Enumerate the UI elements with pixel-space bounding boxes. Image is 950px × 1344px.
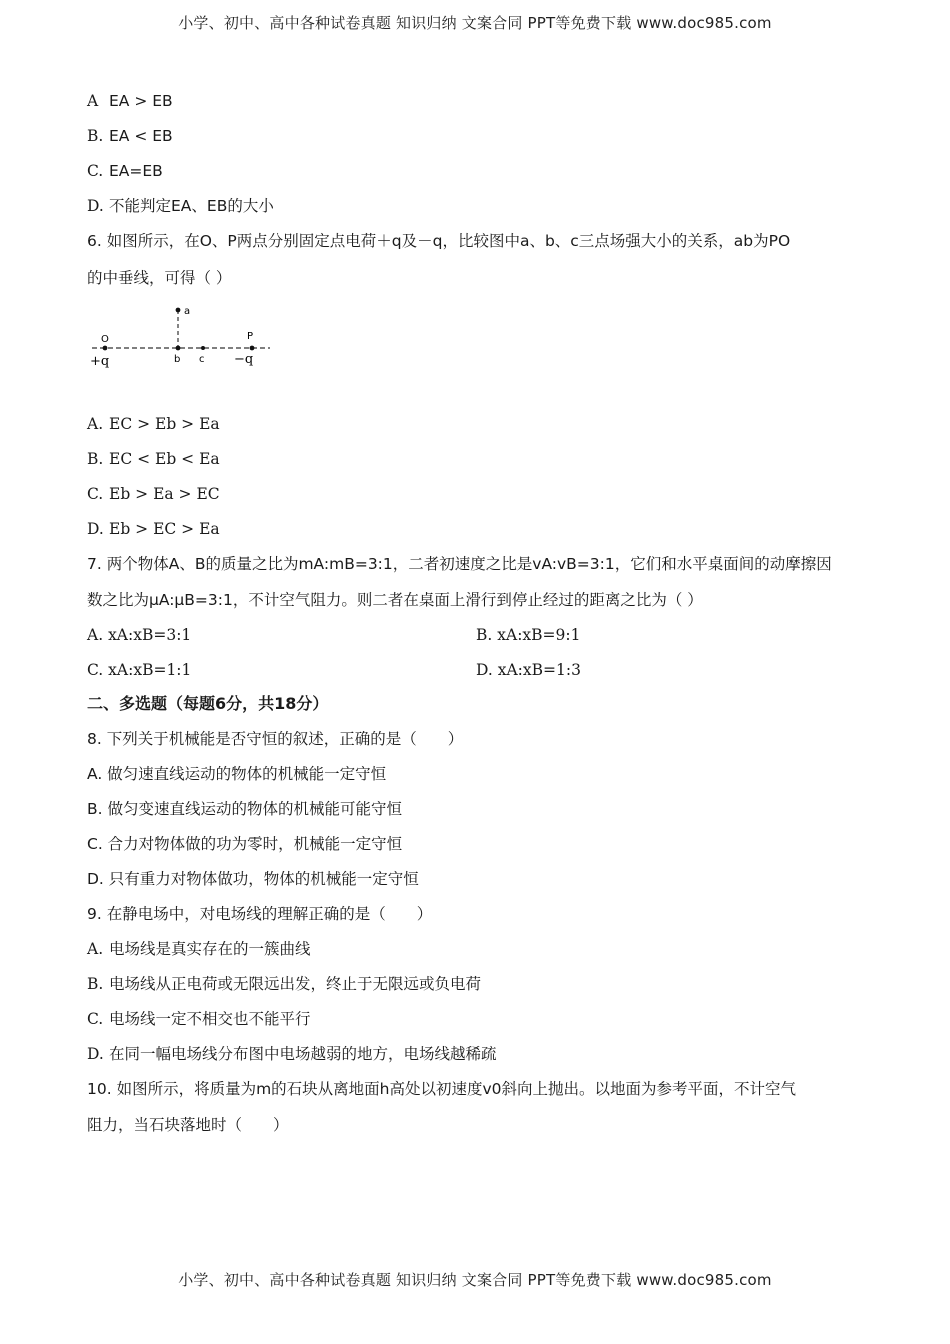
label-b: b xyxy=(174,354,181,365)
option-letter: B. xyxy=(87,127,104,145)
q5-option-b xyxy=(87,125,173,147)
option-text: xA:xB=3:1 xyxy=(108,626,192,644)
q8-option-d: D. 只有重力对物体做功，物体的机械能一定守恒 xyxy=(87,870,419,888)
option-text: Eb > EC > Ea xyxy=(109,520,220,538)
option-text: 电场线一定不相交也不能平行 xyxy=(109,1010,311,1028)
point-p-dot xyxy=(250,346,255,351)
q7-option-a xyxy=(87,624,191,646)
option-text: EA < EB xyxy=(109,127,173,145)
q6-option-b xyxy=(87,448,220,470)
q7-option-d xyxy=(476,659,581,681)
label-c: c xyxy=(199,354,205,365)
q7-stem-line1: 7. 两个物体A、B的质量之比为mA:mB=3:1，二者初速度之比是vA:vB=3:1，它们和水平桌面间的动摩擦因 xyxy=(87,555,832,573)
q6-option-c xyxy=(87,483,220,505)
option-letter: B. xyxy=(87,975,104,993)
option-letter: A xyxy=(87,92,99,110)
q5-option-c xyxy=(87,160,163,182)
page-footer: 小学、初中、高中各种试卷真题 知识归纳 文案合同 PPT等免费下载 www.doc985.com xyxy=(178,1271,772,1289)
option-letter: C. xyxy=(87,1010,104,1028)
q9-stem: 9. 在静电场中，对电场线的理解正确的是（ ） xyxy=(87,905,433,923)
label-minus-q: −q xyxy=(234,352,254,367)
option-text: xA:xB=9:1 xyxy=(497,626,581,644)
q8-stem: 8. 下列关于机械能是否守恒的叙述，正确的是（ ） xyxy=(87,730,464,748)
point-b-dot xyxy=(176,346,181,351)
option-letter: D. xyxy=(87,197,104,215)
option-letter: C. xyxy=(87,162,104,180)
label-a: a xyxy=(184,306,191,317)
q6-stem-line2: 的中垂线，可得（ ） xyxy=(87,269,232,287)
q5-option-a xyxy=(87,90,173,112)
q7-option-c xyxy=(87,659,191,681)
option-letter: B. xyxy=(476,626,493,644)
option-letter: A. xyxy=(87,940,104,958)
option-text: Eb > Ea > EC xyxy=(109,485,220,503)
option-letter: B. xyxy=(87,450,104,468)
option-text: 电场线从正电荷或无限远出发，终止于无限远或负电荷 xyxy=(109,975,482,993)
option-letter: A. xyxy=(87,626,104,644)
label-o: O xyxy=(101,334,109,345)
option-letter: D. xyxy=(87,1045,104,1063)
q8-option-c: C. 合力对物体做的功为零时，机械能一定守恒 xyxy=(87,835,403,853)
q9-option-d xyxy=(87,1043,497,1065)
point-c-dot xyxy=(201,346,205,350)
q6-option-d xyxy=(87,518,220,540)
section-title: 二、多选题（每题6分，共18分） xyxy=(87,694,329,713)
q9-option-c xyxy=(87,1008,311,1030)
q9-option-b xyxy=(87,973,481,995)
q6-charge-figure xyxy=(88,302,278,374)
option-text: EC > Eb > Ea xyxy=(109,415,220,433)
q6-option-a xyxy=(87,413,220,435)
option-letter: D. xyxy=(87,520,104,538)
option-text: xA:xB=1:3 xyxy=(497,661,581,679)
option-text: EC < Eb < Ea xyxy=(109,450,220,468)
q6-stem-line1: 6. 如图所示，在O、P两点分别固定点电荷＋q及－q，比较图中a、b、c三点场强大小的关系，ab为PO xyxy=(87,232,791,250)
label-plus-q: +q xyxy=(90,354,110,369)
q9-option-a xyxy=(87,938,311,960)
point-a-dot xyxy=(176,308,181,313)
q8-option-a: A. 做匀速直线运动的物体的机械能一定守恒 xyxy=(87,765,387,783)
point-o-dot xyxy=(103,346,108,351)
option-letter: C. xyxy=(87,485,104,503)
option-text: 电场线是真实存在的一簇曲线 xyxy=(109,940,311,958)
option-text: xA:xB=1:1 xyxy=(108,661,192,679)
option-text: EA=EB xyxy=(109,162,163,180)
q5-option-d xyxy=(87,195,274,217)
q10-stem-line2: 阻力，当石块落地时（ ） xyxy=(87,1116,289,1134)
q8-option-b: B. 做匀变速直线运动的物体的机械能可能守恒 xyxy=(87,800,402,818)
option-text: 不能判定EA、EB的大小 xyxy=(109,197,274,215)
page-header: 小学、初中、高中各种试卷真题 知识归纳 文案合同 PPT等免费下载 www.doc985.com xyxy=(178,14,772,32)
option-text: 在同一幅电场线分布图中电场越弱的地方，电场线越稀疏 xyxy=(109,1045,497,1063)
q10-stem-line1: 10. 如图所示，将质量为m的石块从离地面h高处以初速度v0斜向上抛出。以地面为参考平面，不计空气 xyxy=(87,1080,797,1098)
option-letter: C. xyxy=(87,661,104,679)
option-letter: D. xyxy=(476,661,493,679)
option-letter: A. xyxy=(87,415,104,433)
q7-option-b xyxy=(476,624,581,646)
option-text: EA > EB xyxy=(109,92,173,110)
label-p: P xyxy=(247,331,254,342)
q7-stem-line2: 数之比为μA:μB=3:1，不计空气阻力。则二者在桌面上滑行到停止经过的距离之比为（ ） xyxy=(87,591,703,609)
